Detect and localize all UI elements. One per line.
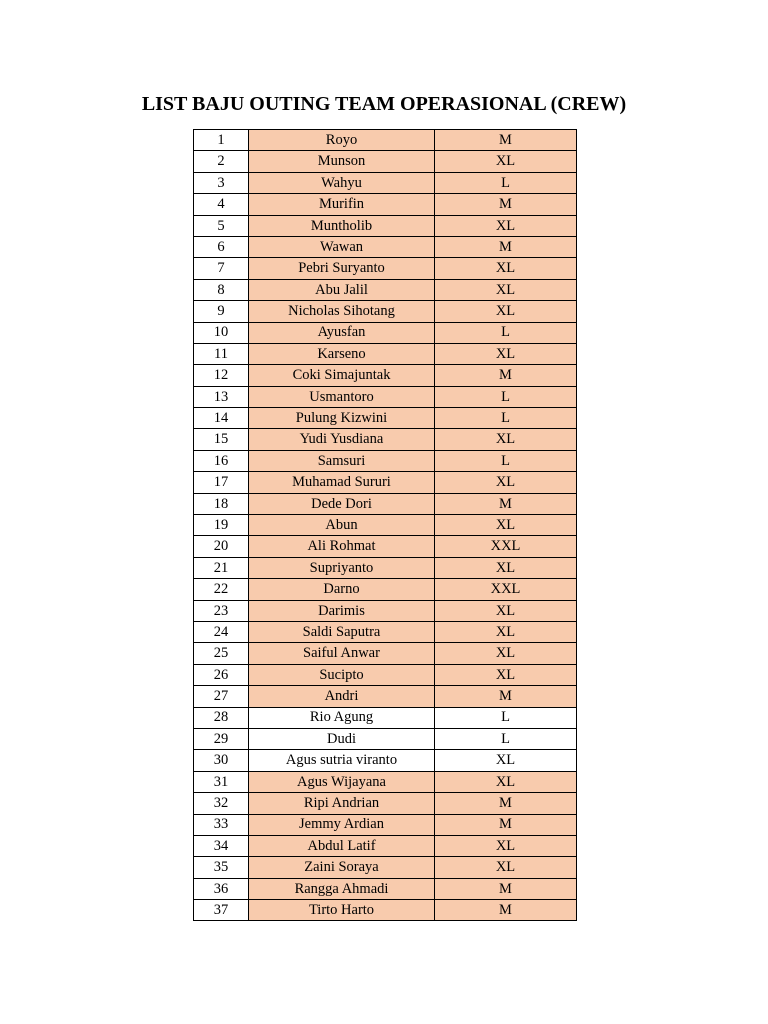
table-row <box>194 343 577 364</box>
crew-name: Zaini Soraya <box>249 857 435 878</box>
shirt-size: XL <box>435 750 577 771</box>
row-number: 6 <box>194 236 249 257</box>
table-row <box>194 130 577 151</box>
crew-name: Abdul Latif <box>249 835 435 856</box>
shirt-size: XL <box>435 151 577 172</box>
row-number: 24 <box>194 621 249 642</box>
crew-name: Samsuri <box>249 450 435 471</box>
crew-name: Agus sutria viranto <box>249 750 435 771</box>
row-number: 18 <box>194 493 249 514</box>
table-row <box>194 386 577 407</box>
shirt-size: M <box>435 814 577 835</box>
table-row <box>194 236 577 257</box>
row-number: 21 <box>194 557 249 578</box>
row-number: 8 <box>194 279 249 300</box>
table-row <box>194 151 577 172</box>
table-row <box>194 793 577 814</box>
shirt-size: L <box>435 728 577 749</box>
crew-name: Andri <box>249 686 435 707</box>
crew-name: Saldi Saputra <box>249 621 435 642</box>
crew-size-table <box>193 129 577 921</box>
crew-name: Ayusfan <box>249 322 435 343</box>
crew-name: Murifin <box>249 194 435 215</box>
shirt-size: XL <box>435 664 577 685</box>
table-row <box>194 301 577 322</box>
shirt-size: XXL <box>435 536 577 557</box>
row-number: 37 <box>194 900 249 921</box>
crew-name: Coki Simajuntak <box>249 365 435 386</box>
row-number: 26 <box>194 664 249 685</box>
row-number: 22 <box>194 579 249 600</box>
row-number: 2 <box>194 151 249 172</box>
row-number: 35 <box>194 857 249 878</box>
crew-name: Yudi Yusdiana <box>249 429 435 450</box>
table-row <box>194 579 577 600</box>
table-row <box>194 857 577 878</box>
crew-name: Supriyanto <box>249 557 435 578</box>
shirt-size: M <box>435 878 577 899</box>
crew-name: Jemmy Ardian <box>249 814 435 835</box>
shirt-size: M <box>435 900 577 921</box>
crew-name: Usmantoro <box>249 386 435 407</box>
table-row <box>194 322 577 343</box>
shirt-size: M <box>435 686 577 707</box>
row-number: 29 <box>194 728 249 749</box>
crew-name: Ali Rohmat <box>249 536 435 557</box>
shirt-size: XL <box>435 621 577 642</box>
table-row <box>194 643 577 664</box>
table-row <box>194 279 577 300</box>
shirt-size: XL <box>435 771 577 792</box>
row-number: 15 <box>194 429 249 450</box>
row-number: 32 <box>194 793 249 814</box>
crew-name: Tirto Harto <box>249 900 435 921</box>
shirt-size: L <box>435 450 577 471</box>
crew-name: Muhamad Sururi <box>249 472 435 493</box>
shirt-size: M <box>435 365 577 386</box>
row-number: 7 <box>194 258 249 279</box>
table-row <box>194 835 577 856</box>
row-number: 9 <box>194 301 249 322</box>
crew-name: Dede Dori <box>249 493 435 514</box>
table-row <box>194 814 577 835</box>
crew-name: Wawan <box>249 236 435 257</box>
crew-name: Karseno <box>249 343 435 364</box>
table-row <box>194 450 577 471</box>
crew-name: Darno <box>249 579 435 600</box>
shirt-size: L <box>435 707 577 728</box>
table-row <box>194 515 577 536</box>
row-number: 28 <box>194 707 249 728</box>
crew-name: Abun <box>249 515 435 536</box>
row-number: 36 <box>194 878 249 899</box>
table-row <box>194 600 577 621</box>
table-row <box>194 771 577 792</box>
row-number: 33 <box>194 814 249 835</box>
page-title: LIST BAJU OUTING TEAM OPERASIONAL (CREW) <box>141 93 627 115</box>
row-number: 31 <box>194 771 249 792</box>
row-number: 20 <box>194 536 249 557</box>
table-row <box>194 408 577 429</box>
crew-name: Ripi Andrian <box>249 793 435 814</box>
row-number: 34 <box>194 835 249 856</box>
shirt-size: M <box>435 793 577 814</box>
shirt-size: XL <box>435 258 577 279</box>
table-row <box>194 750 577 771</box>
shirt-size: XL <box>435 343 577 364</box>
row-number: 4 <box>194 194 249 215</box>
crew-name: Pebri Suryanto <box>249 258 435 279</box>
crew-name: Nicholas Sihotang <box>249 301 435 322</box>
shirt-size: XL <box>435 835 577 856</box>
table-row <box>194 728 577 749</box>
table-row <box>194 472 577 493</box>
shirt-size: L <box>435 408 577 429</box>
table-row <box>194 172 577 193</box>
table-row <box>194 707 577 728</box>
table-row <box>194 258 577 279</box>
row-number: 17 <box>194 472 249 493</box>
row-number: 13 <box>194 386 249 407</box>
crew-name: Royo <box>249 130 435 151</box>
crew-name: Agus Wijayana <box>249 771 435 792</box>
crew-name: Dudi <box>249 728 435 749</box>
crew-name: Pulung Kizwini <box>249 408 435 429</box>
shirt-size: XL <box>435 279 577 300</box>
row-number: 11 <box>194 343 249 364</box>
row-number: 25 <box>194 643 249 664</box>
shirt-size: XL <box>435 557 577 578</box>
crew-name: Sucipto <box>249 664 435 685</box>
shirt-size: XL <box>435 600 577 621</box>
shirt-size: XL <box>435 472 577 493</box>
shirt-size: XL <box>435 301 577 322</box>
table-row <box>194 215 577 236</box>
row-number: 23 <box>194 600 249 621</box>
shirt-size: M <box>435 236 577 257</box>
table-row <box>194 621 577 642</box>
shirt-size: XL <box>435 643 577 664</box>
table-row <box>194 664 577 685</box>
row-number: 19 <box>194 515 249 536</box>
crew-name: Saiful Anwar <box>249 643 435 664</box>
shirt-size: XL <box>435 429 577 450</box>
row-number: 5 <box>194 215 249 236</box>
crew-name: Rio Agung <box>249 707 435 728</box>
shirt-size: M <box>435 493 577 514</box>
crew-name: Darimis <box>249 600 435 621</box>
crew-name: Muntholib <box>249 215 435 236</box>
table-row <box>194 365 577 386</box>
row-number: 27 <box>194 686 249 707</box>
shirt-size: L <box>435 322 577 343</box>
table-row <box>194 536 577 557</box>
row-number: 14 <box>194 408 249 429</box>
table-row <box>194 493 577 514</box>
shirt-size: L <box>435 172 577 193</box>
row-number: 1 <box>194 130 249 151</box>
row-number: 10 <box>194 322 249 343</box>
row-number: 12 <box>194 365 249 386</box>
table-row <box>194 686 577 707</box>
shirt-size: XL <box>435 857 577 878</box>
table-row <box>194 429 577 450</box>
row-number: 16 <box>194 450 249 471</box>
table-row <box>194 900 577 921</box>
table-row <box>194 194 577 215</box>
shirt-size: M <box>435 130 577 151</box>
crew-name: Rangga Ahmadi <box>249 878 435 899</box>
table-row <box>194 557 577 578</box>
crew-name: Abu Jalil <box>249 279 435 300</box>
row-number: 3 <box>194 172 249 193</box>
crew-name: Munson <box>249 151 435 172</box>
shirt-size: XL <box>435 515 577 536</box>
row-number: 30 <box>194 750 249 771</box>
shirt-size: XL <box>435 215 577 236</box>
crew-table-body <box>194 130 577 921</box>
shirt-size: L <box>435 386 577 407</box>
shirt-size: M <box>435 194 577 215</box>
shirt-size: XXL <box>435 579 577 600</box>
crew-name: Wahyu <box>249 172 435 193</box>
table-row <box>194 878 577 899</box>
